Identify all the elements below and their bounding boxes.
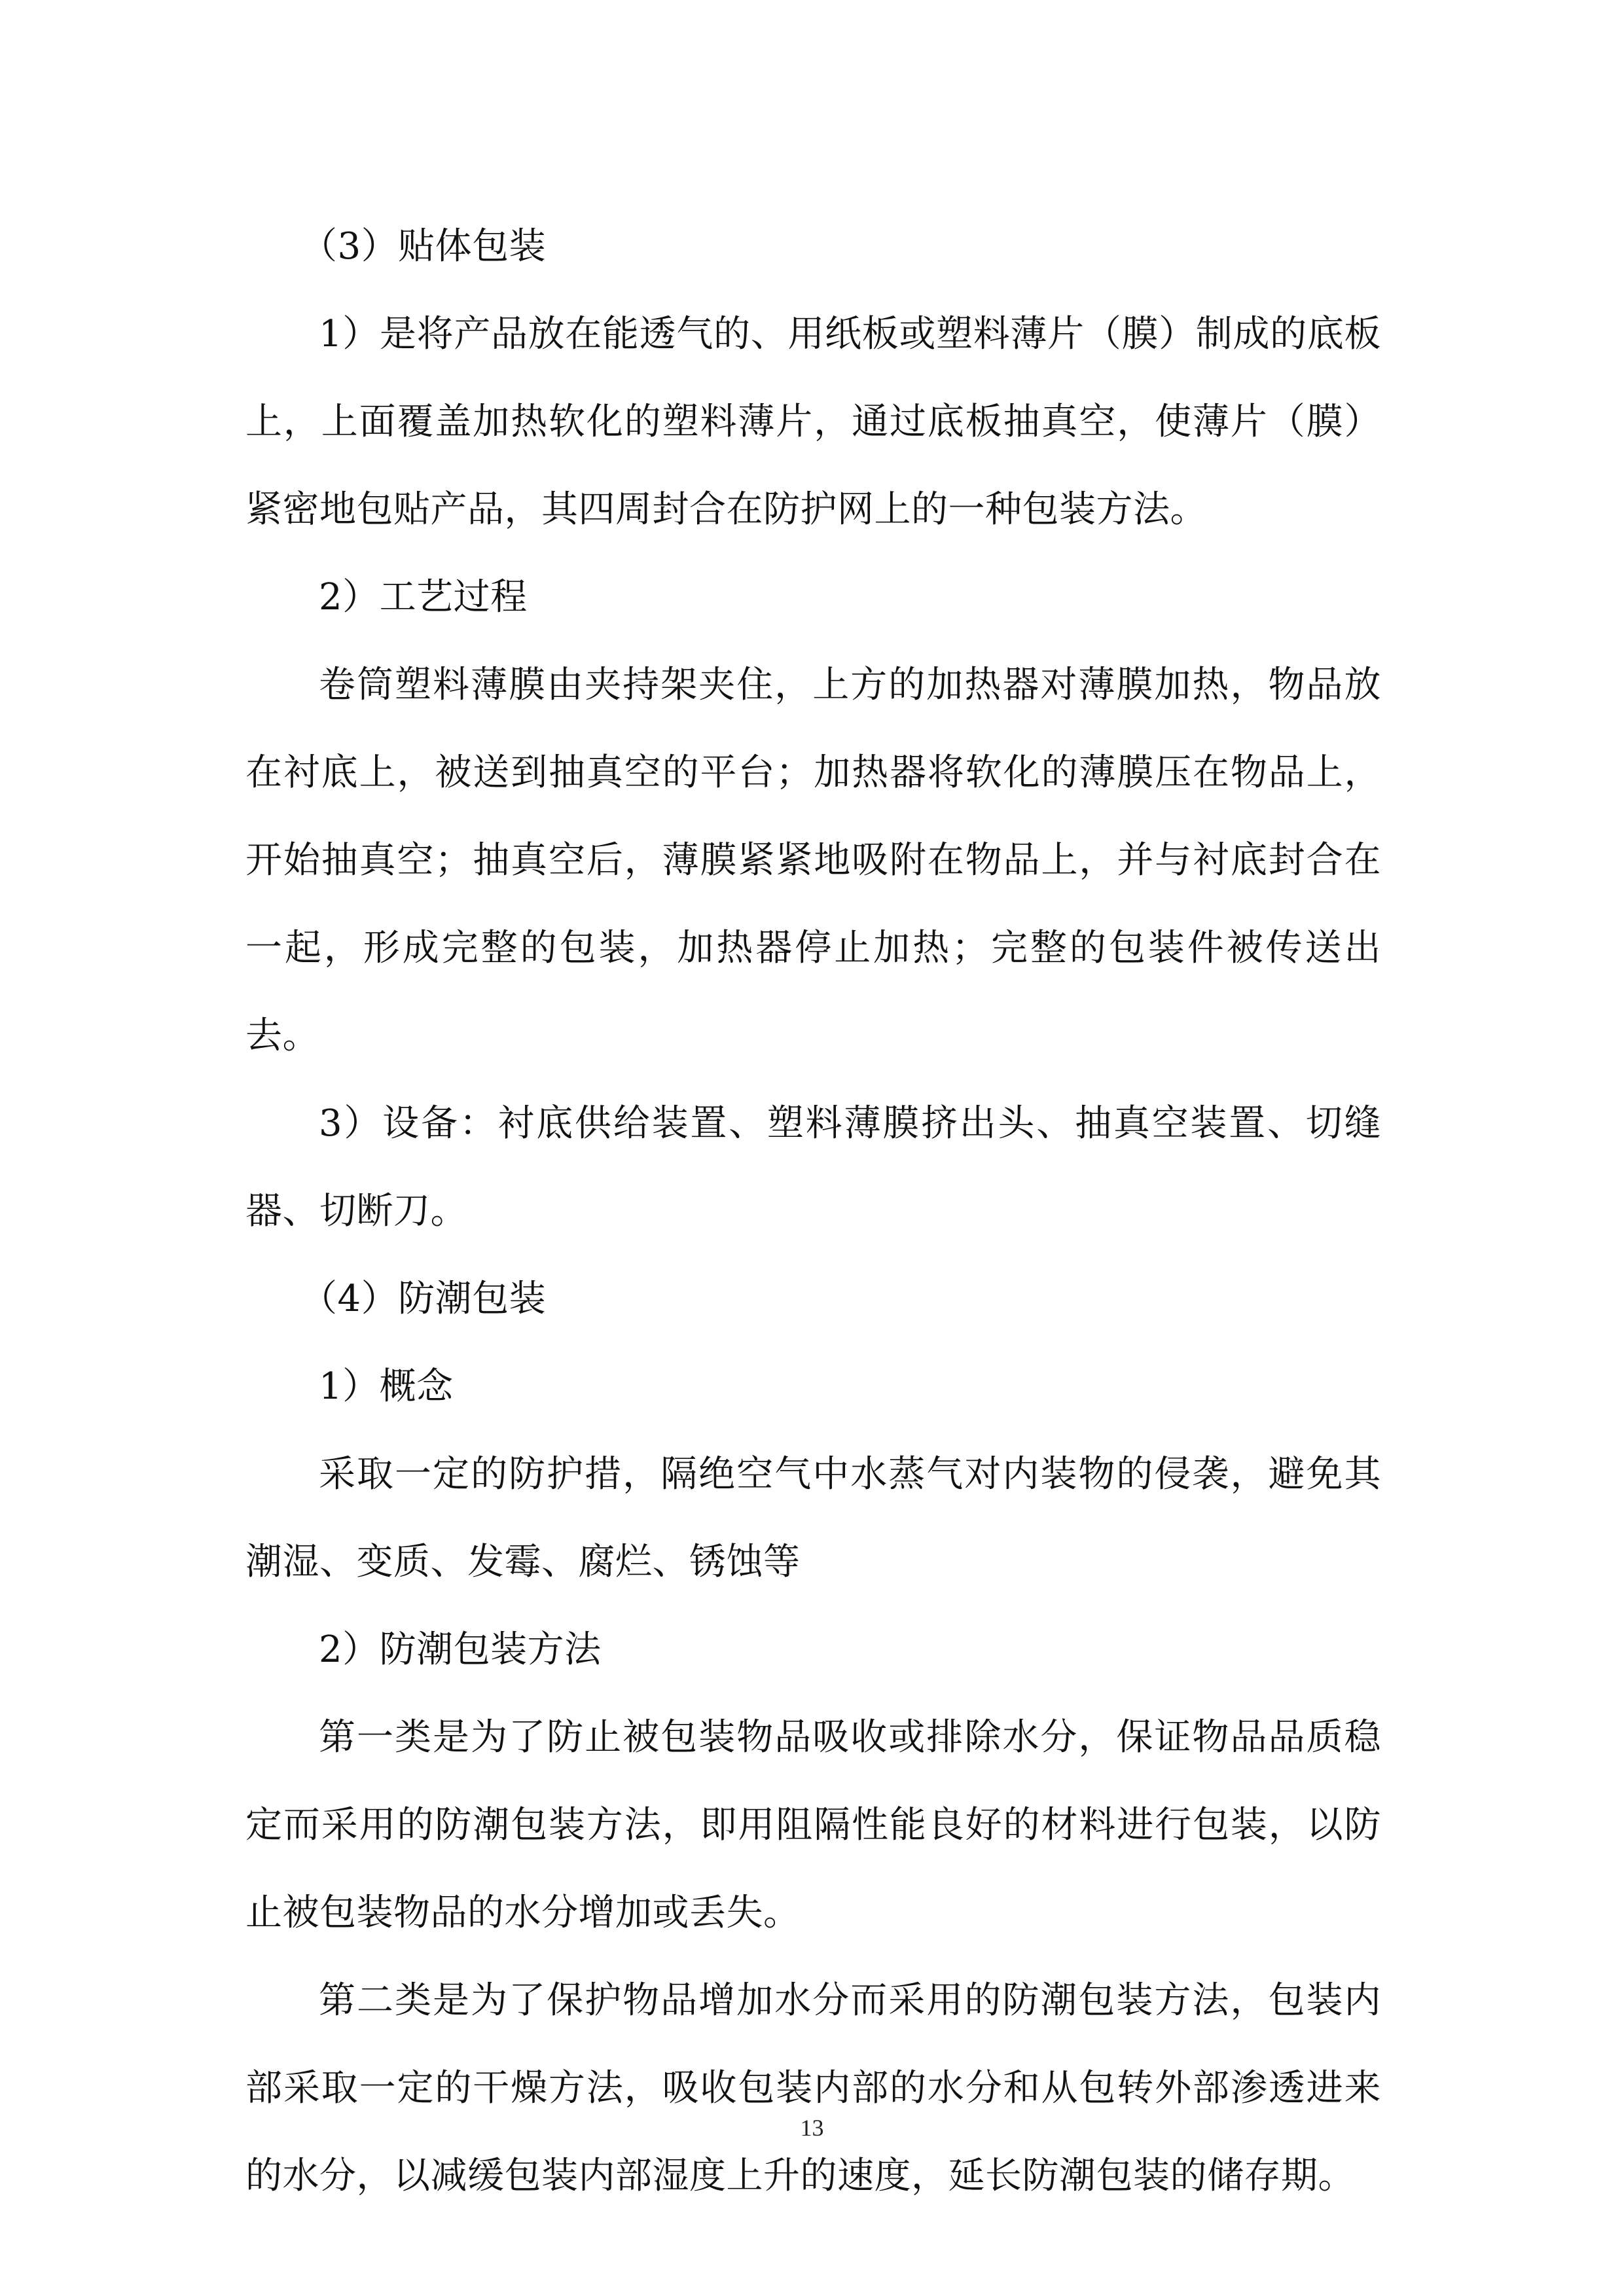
- paragraph-process: 卷筒塑料薄膜由夹持架夹住，上方的加热器对薄膜加热，物品放在衬底上，被送到抽真空的平台；加热器将软化的薄膜压在物品上，开始抽真空；抽真空后，薄膜紧紧地吸附在物品上，并与衬底封合在一起，形成完整的包装，加热器停止加热；完整的包装件被传送出去。: [245, 664, 1381, 1057]
- page-number: 13: [800, 2115, 824, 2141]
- section-heading-3: （3）贴体包装: [300, 225, 547, 268]
- document-body: [245, 203, 1381, 2220]
- paragraph-equipment: 3）设备：衬底供给装置、塑料薄膜挤出头、抽真空装置、切缝器、切断刀。: [245, 1102, 1381, 1232]
- section-heading-4: （4）防潮包装: [300, 1278, 547, 1320]
- paragraph-concept: 采取一定的防护措，隔绝空气中水蒸气对内装物的侵袭，避免其潮湿、变质、发霉、腐烂、锈蚀等: [245, 1453, 1381, 1583]
- subheading-process: 2）工艺过程: [319, 576, 528, 619]
- paragraph-definition: 1）是将产品放在能透气的、用纸板或塑料薄片（膜）制成的底板上，上面覆盖加热软化的塑料薄片，通过底板抽真空，使薄片（膜）紧密地包贴产品，其四周封合在防护网上的一种包装方法。: [245, 313, 1381, 531]
- subheading-methods: 2）防潮包装方法: [319, 1628, 602, 1671]
- paragraph-method-type-1: 第一类是为了防止被包装物品吸收或排除水分，保证物品品质稳定而采用的防潮包装方法，即用阻隔性能良好的材料进行包装，以防止被包装物品的水分增加或丢失。: [245, 1716, 1381, 1934]
- paragraph-method-type-2: 第二类是为了保护物品增加水分而采用的防潮包装方法，包装内部采取一定的干燥方法，吸收包装内部的水分和从包转外部渗透进来的水分，以减缓包装内部湿度上升的速度，延长防潮包装的储存期。: [245, 1979, 1381, 2197]
- subheading-concept: 1）概念: [319, 1365, 454, 1408]
